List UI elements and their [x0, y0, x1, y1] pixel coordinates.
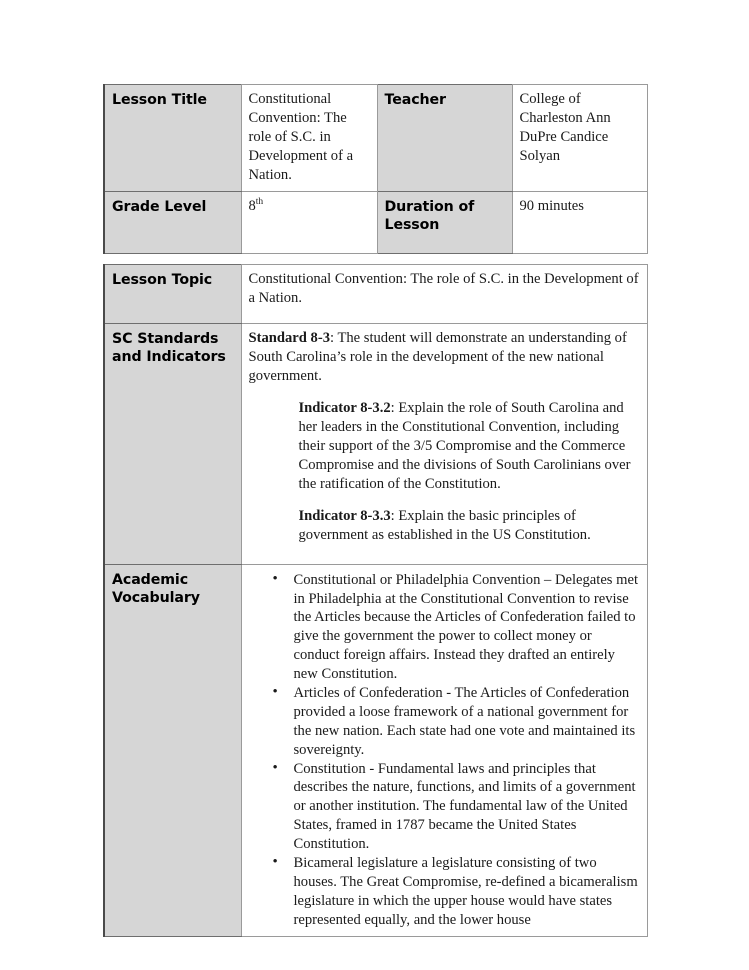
list-item — [249, 854, 641, 930]
table-row — [104, 324, 647, 565]
bullet-icon: • — [272, 570, 278, 587]
indicator-label: Indicator 8-3.3 — [298, 507, 391, 524]
indicator-text: : Explain the basic principles of government as established in the US Constitution. — [298, 507, 591, 543]
grade-level-value — [241, 191, 377, 253]
list-item — [249, 684, 641, 760]
lesson-title-value: Constitutional Convention: The role of S.C. in Development of a Nation. — [241, 85, 377, 192]
lesson-topic-label: Lesson Topic — [104, 265, 241, 324]
standard-paragraph — [249, 329, 641, 386]
lesson-detail-table — [103, 264, 648, 937]
table-row — [104, 265, 647, 324]
duration-value: 90 minutes — [512, 191, 647, 253]
list-item — [249, 571, 641, 684]
academic-vocabulary-label: Academic Vocabulary — [104, 564, 241, 936]
vocabulary-list — [249, 571, 641, 930]
bullet-icon: • — [272, 759, 278, 776]
bullet-icon: • — [272, 854, 278, 871]
indicator-label: Indicator 8-3.2 — [298, 399, 391, 416]
vocabulary-term-definition: Constitution - Fundamental laws and principles that describes the nature, functions, and limits of a government or another institution. The fundamental law of the United States, framed in 1787 became the United States Constitution. — [293, 760, 636, 853]
indicator-paragraph — [249, 399, 641, 494]
lesson-title-label: Lesson Title — [104, 85, 241, 192]
sc-standards-value — [241, 324, 647, 565]
table-row — [104, 191, 647, 253]
standard-text: : The student will demonstrate an understanding of South Carolina’s role in the development of the new national government. — [248, 330, 627, 384]
duration-label: Duration of Lesson — [377, 191, 512, 253]
table-row — [104, 85, 647, 192]
indicator-text: : Explain the role of South Carolina and her leaders in the Constitutional Convention, including their support of the 3/5 Compromise and the Commerce Compromise and the divisions of South Carolinians over the ratification of the Constitution. — [298, 399, 631, 492]
vocabulary-term-definition: Articles of Confederation - The Articles of Confederation provided a loose framework of a national government for the new nation. Each state had one vote and maintained its sovereignty. — [293, 685, 636, 758]
vocabulary-term-definition: Constitutional or Philadelphia Convention – Delegates met in Philadelphia at the Constitutional Convention to revise the Articles because the Articles of Confederation failed to give the government the power to collect money or conduct foreign affairs. Instead they drafted an entirely new Constitution. — [293, 571, 639, 683]
vocabulary-term-definition: Bicameral legislature a legislature consisting of two houses. The Great Compromise, re-defined a bicameralism legislature in which the upper house would have states represented equally, and the lower house — [293, 855, 638, 928]
grade-level-ordinal-suffix: th — [255, 196, 264, 207]
bullet-icon: • — [272, 684, 278, 701]
grade-level-label: Grade Level — [104, 191, 241, 253]
grade-level-number: 8 — [248, 197, 256, 214]
lesson-header-table — [103, 84, 648, 254]
indicator-paragraph — [249, 507, 641, 545]
list-item — [249, 760, 641, 854]
academic-vocabulary-value — [241, 564, 647, 936]
teacher-value: College of Charleston Ann DuPre Candice Solyan — [512, 85, 647, 192]
lesson-topic-value: Constitutional Convention: The role of S.C. in the Development of a Nation. — [241, 265, 647, 324]
teacher-label: Teacher — [377, 85, 512, 192]
standard-label: Standard 8-3 — [248, 330, 330, 346]
table-row — [104, 564, 647, 936]
sc-standards-label: SC Standards and Indicators — [104, 324, 241, 565]
